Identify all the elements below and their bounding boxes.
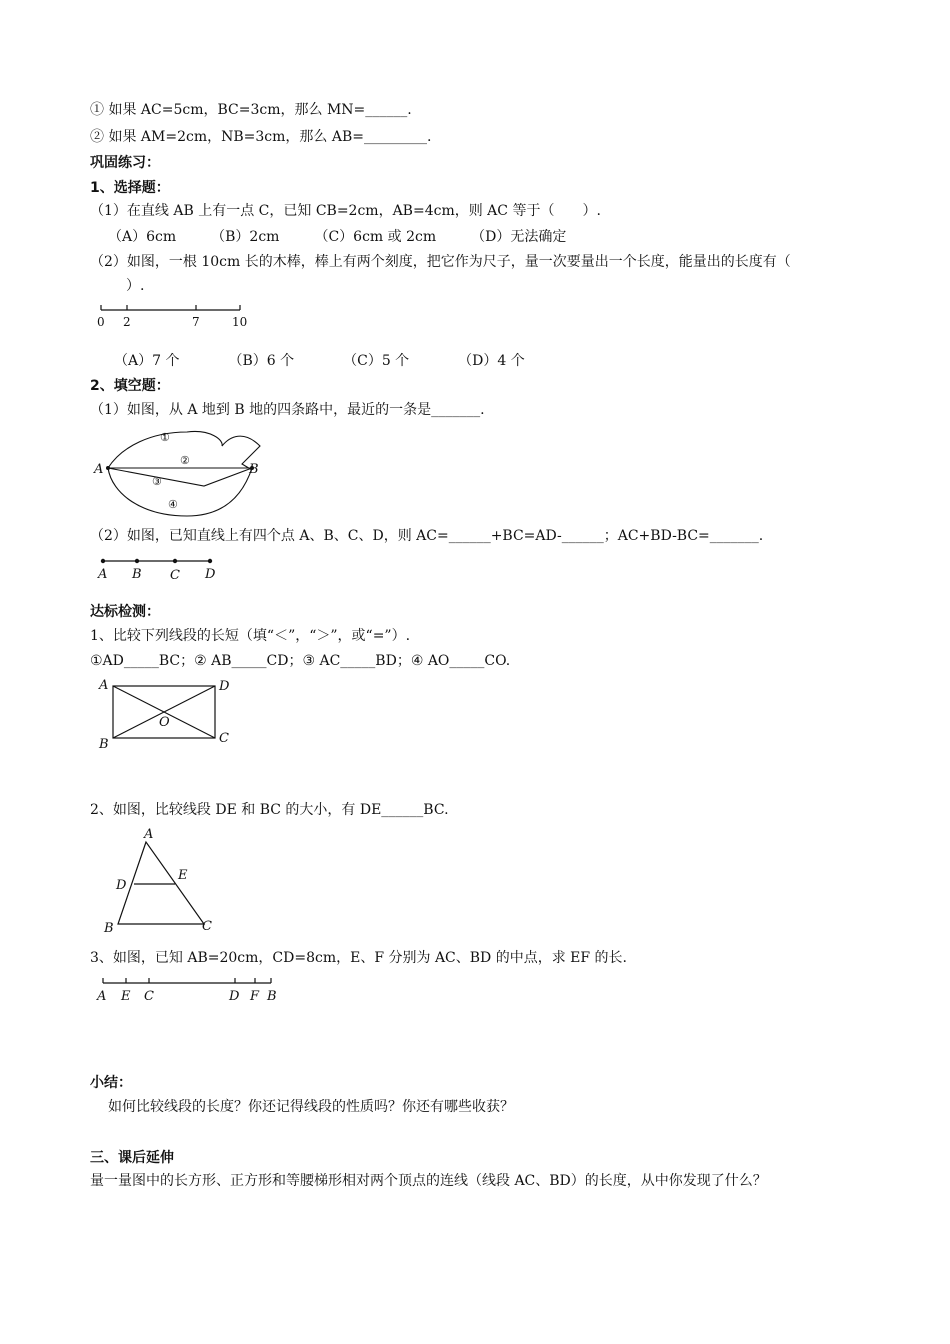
ruler-figure	[95, 300, 265, 336]
vertex-a-label: A	[144, 827, 154, 842]
point-a-label: A	[98, 567, 108, 582]
point-d-label: D	[229, 989, 240, 1004]
extension-question: 量一量图中的长方形、正方形和等腰梯形相对两个顶点的连线（线段 AC、BD）的长度，从中你发现了什么？	[90, 1173, 767, 1189]
point-f-label: F	[250, 989, 260, 1004]
ruler-label-2: 2	[123, 315, 131, 329]
point-c-label: C	[170, 568, 180, 583]
point-b-label: B	[249, 462, 259, 477]
point-b-label: B	[132, 567, 142, 582]
point-c-label: C	[144, 989, 154, 1004]
vertex-d-label: D	[219, 679, 230, 694]
assessment-question-2: 2、如图，比较线段 DE 和 BC 的大小，有 DE______BC.	[90, 802, 449, 818]
choice-question-2-end: ）.	[112, 278, 145, 294]
point-a-dot	[106, 466, 110, 470]
point-d-label: D	[205, 567, 216, 582]
ruler-label-0: 0	[97, 315, 105, 329]
assessment-question-1: 1、比较下列线段的长短（填“＜”，“＞”，或“=”）.	[90, 628, 411, 644]
rectangle-figure	[95, 676, 245, 754]
point-a-dot	[101, 559, 105, 563]
triangle-figure	[100, 824, 220, 936]
route-2-label: ②	[180, 454, 190, 467]
section-heading-summary: 小结：	[90, 1075, 132, 1091]
assessment-blanks-1: ①AD_____BC；② AB_____CD；③ AC_____BD；④ AO_____CO.	[90, 653, 511, 669]
summary-text: 如何比较线段的长度？你还记得线段的性质吗？你还有哪些收获？	[108, 1099, 514, 1115]
vertex-a-label: A	[99, 678, 109, 693]
choice-question-2: （2）如图，一根 10cm 长的木棒，棒上有两个刻度，把它作为尺子，量一次要量出一个长度，能量出的长度有（	[90, 254, 791, 270]
route-1-label: ①	[160, 431, 170, 444]
point-c-dot	[173, 559, 177, 563]
segment-figure	[95, 975, 285, 1007]
paths-figure	[92, 424, 272, 524]
point-d-label: D	[116, 878, 127, 893]
point-d-dot	[208, 559, 212, 563]
subheading-multiple-choice: 1、选择题：	[90, 180, 170, 196]
question-line-ab: ② 如果 AM=2cm，NB=3cm，那么 AB=_________.	[90, 129, 432, 145]
route-4-label: ④	[168, 498, 178, 511]
points-line-figure	[95, 553, 225, 585]
point-e-label: E	[121, 989, 131, 1004]
vertex-b-label: B	[104, 921, 114, 936]
ruler-label-7: 7	[192, 315, 200, 329]
section-heading-extension: 三、课后延伸	[90, 1150, 174, 1166]
route-4	[108, 468, 252, 516]
vertex-c-label: C	[219, 731, 229, 746]
question-line-mn: ① 如果 AC=5cm，BC=3cm，那么 MN=______.	[90, 102, 412, 118]
vertex-c-label: C	[202, 919, 212, 934]
choice-options-2: （A）7 个 （B）6 个 （C）5 个 （D）4 个	[114, 353, 525, 369]
fill-question-1: （1）如图，从 A 地到 B 地的四条路中，最近的一条是_______.	[90, 402, 485, 418]
point-b-dot	[135, 559, 139, 563]
point-b-label: B	[267, 989, 277, 1004]
point-a-label: A	[97, 989, 107, 1004]
choice-question-1: （1）在直线 AB 上有一点 C，已知 CB=2cm，AB=4cm，则 AC 等于（ ）.	[90, 203, 601, 219]
subheading-fill-blank: 2、填空题：	[90, 378, 170, 394]
center-o-label: O	[159, 715, 170, 730]
point-a-label: A	[94, 462, 104, 477]
ruler-label-10: 10	[232, 315, 248, 329]
triangle-abc	[118, 842, 204, 924]
fill-question-2: （2）如图，已知直线上有四个点 A、B、C、D，则 AC=______+BC=AD-______；AC+BD-BC=_______.	[90, 528, 764, 544]
point-e-label: E	[178, 868, 188, 883]
vertex-b-label: B	[99, 737, 109, 752]
route-3-label: ③	[152, 475, 162, 488]
route-3	[108, 468, 252, 486]
assessment-question-3: 3、如图，已知 AB=20cm，CD=8cm，E、F 分别为 AC、BD 的中点，求 EF 的长.	[90, 950, 628, 966]
section-heading-assessment: 达标检测：	[90, 604, 160, 620]
choice-options-1: （A）6cm （B）2cm （C）6cm 或 2cm （D）无法确定	[108, 229, 567, 245]
section-heading-practice: 巩固练习：	[90, 155, 160, 171]
